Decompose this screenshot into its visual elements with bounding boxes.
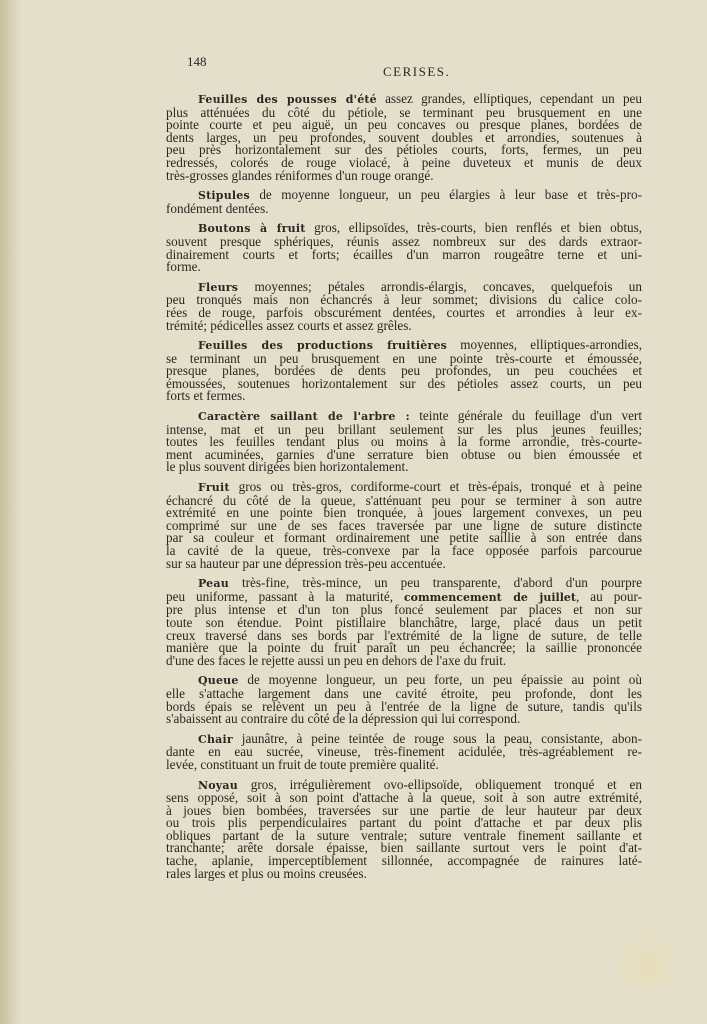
text-line: peu tronqués mais non échancrés à leur sommet; divisions du calice colo- <box>166 292 642 308</box>
text-line: creux traversé dans ses bords par l'extrémité de la ligne de suture, de telle <box>166 627 642 643</box>
paragraph-heading: Boutons à fruit <box>198 222 306 236</box>
text-line: émoussées, soutenues horizontalement sur des pétioles assez courts, un peu <box>166 375 642 391</box>
text-line: Feuilles des pousses d'été assez grandes, elliptiques, cependant un peu <box>198 91 642 106</box>
text-line: s'abaissent au contraire du côté de la dépression qui lui correspond. <box>166 711 521 727</box>
text-line: sens opposé, soit à son point d'attache à la queue, soit à son autre extrémité, <box>166 790 642 806</box>
running-title: CERISES. <box>383 64 451 79</box>
text-line: très-grosses glandes réniformes d'un rouge orangé. <box>166 167 434 183</box>
text-line: plus atténuées du côté du pétiole, se terminant peu brusquement en une <box>166 104 642 120</box>
text-line: Boutons à fruit gros, ellipsoïdes, très-courts, bien renflés et bien obtus, <box>198 220 643 236</box>
page-edge-shadow <box>0 0 22 1024</box>
paragraph-heading: Peau <box>198 577 229 591</box>
text-line: manière que la pointe du fruit paraît un peu échancrée; la saillie prononcée <box>166 640 642 656</box>
paragraph-heading: Queue <box>198 674 239 688</box>
text-line: Peau très-fine, très-mince, un peu transparente, d'abord d'un pourpre <box>198 575 642 591</box>
paragraph-heading: Caractère saillant de l'arbre : <box>198 410 410 424</box>
page-number: 148 <box>187 54 207 69</box>
text-line: presque planes, bordées de dents peu profondes, un peu couchées et <box>166 363 642 379</box>
paragraph-heading: Stipules <box>198 189 250 203</box>
text-line: rales larges et plus ou moins creusées. <box>166 865 367 881</box>
text-line: forts et fermes. <box>166 388 246 404</box>
text-line: dinairement courts et forts; écailles d'un marron rougeâtre terne et uni- <box>166 246 642 262</box>
text-line: ou trois plis perpendiculaires partant du point d'attache et par deux plis <box>166 815 642 831</box>
paragraph-heading: Feuilles des pousses d'été <box>198 93 377 106</box>
text-line: Stipules de moyenne longueur, un peu élargies à leur base et très-pro- <box>198 187 642 203</box>
text-line: Feuilles des productions fruitières moyennes, elliptiques-arrondies, <box>198 337 642 353</box>
text-line: elle s'attache largement dans une cavité étroite, peu profonde, dont les <box>166 685 642 701</box>
paragraph <box>166 577 642 667</box>
text-line: tranchante; arête dorsale épaisse, bien saillante surtout vers le point d'at- <box>166 840 642 856</box>
text-line: toutes les feuilles tendant plus ou moins à la forme arrondie, très-courte- <box>166 434 642 450</box>
text-line: Chair jaunâtre, à peine teintée de rouge sous la peau, consistante, abon- <box>198 730 642 746</box>
paragraph-heading: Fruit <box>198 481 230 495</box>
text-line: d'une des faces le rejette aussi un peu en dehors de l'axe du fruit. <box>166 652 507 668</box>
text-line: trémité; pédicelles assez courts et assez grêles. <box>166 317 412 333</box>
paragraph <box>166 222 642 273</box>
text-line: obliques partant de la suture ventrale; suture ventrale finement saillante et <box>166 827 642 843</box>
paragraph <box>166 481 642 570</box>
text-line: dante en eau sucrée, vineuse, très-finement acidulée, très-agréablement re- <box>166 744 642 760</box>
paragraph-heading: Chair <box>198 732 233 746</box>
text-line: pointe courte et peu aiguë, un peu concaves ou presque planes, bordées de <box>166 117 642 133</box>
text-line: se terminant un peu brusquement en une pointe très-courte et émoussée, <box>166 350 642 366</box>
text-line: échancré du côté de la queue, s'atténuant peu pour se terminer à son autre <box>166 492 642 508</box>
text-line: toute son étendue. Point pistillaire blanchâtre, large, placé daus un petit <box>166 614 642 630</box>
text-line: redressés, colorés de rouge violacé, à peine duveteux et munis de deux <box>166 154 642 170</box>
paragraph-heading: Noyau <box>198 778 238 792</box>
paragraph-heading: Fleurs <box>198 280 239 294</box>
text-line: forme. <box>166 259 201 275</box>
text-line: Caractère saillant de l'arbre : teinte générale du feuillage d'un vert <box>198 408 642 424</box>
text-line: levée, constituant un fruit de toute première qualité. <box>166 756 439 772</box>
text-line: tache, aplanie, imperceptiblement sillonnée, accompagnée de rainures laté- <box>166 853 642 869</box>
text-line: dents larges, un peu profondes, souvent doubles et arrondies, soutenues à <box>166 129 642 145</box>
text-line: bords épais se relèvent un peu à l'entrée de la ligne de suture, tandis qu'ils <box>166 698 642 714</box>
text-line: souvent presque sphériques, réunis assez nombreux sur des dards extraor- <box>166 233 642 249</box>
text-line: rées de rouge, parfois obscurément dentées, courtes et arrondies à leur ex- <box>166 304 642 320</box>
paragraph <box>166 776 642 881</box>
text-line: peu uniforme, passant à la maturité, commencement de juillet, au pour- <box>166 588 642 604</box>
text-line: Queue de moyenne longueur, un peu forte, un peu épaissie au point où <box>198 672 642 688</box>
paragraph <box>166 410 642 474</box>
paragraph <box>166 730 642 772</box>
text-line: ment acuminées, garnies d'une serrature bien obtuse ou bien émoussée et <box>166 446 642 462</box>
text-line: pre plus intense et d'un ton plus foncé seulement par places et non sur <box>166 602 642 618</box>
text-line: par sa couleur et formant ordinairement une petite saillie à son entrée dans <box>166 530 642 546</box>
paragraph <box>166 93 642 182</box>
scan-stain <box>605 928 690 990</box>
paragraph <box>166 674 642 725</box>
text-line: intense, mat et un peu brillant seulement sur les plus jeunes feuilles; <box>166 421 642 437</box>
page-body-text <box>166 93 642 887</box>
text-line: peu près horizontalement sur des pétioles courts, forts, fermes, un peu <box>166 142 642 158</box>
paragraph-heading: Feuilles des productions fruitières <box>198 339 448 353</box>
paragraph <box>166 339 642 403</box>
text-line: le plus souvent dirigées bien horizontalement. <box>166 459 409 475</box>
text-line: la cavité de la queue, très-convexe par la face opposée parfois parcourue <box>166 543 642 558</box>
paragraph <box>166 189 642 215</box>
text-line: Fleurs moyennes; pétales arrondis-élargis, concaves, quelquefois un <box>198 278 642 294</box>
text-line: Noyau gros, irrégulièrement ovo-ellipsoïde, obliquement tronqué et en <box>198 776 642 792</box>
text-line: fondément dentées. <box>166 200 269 216</box>
paragraph <box>166 278 642 333</box>
text-line: comprimé sur une de ses faces traversée par une ligne de suture distincte <box>166 517 642 533</box>
text-line: Fruit gros ou très-gros, cordiforme-court et très-épais, tronqué et à peine <box>198 479 642 495</box>
text-line: extrémité en une pointe bien tronquée, à joues largement convexes, un peu <box>166 505 642 521</box>
text-line: à joues bien bombées, traversées sur une partie de leur hauteur par deux <box>166 802 642 818</box>
emphasized-text: commencement de juillet <box>403 590 576 604</box>
text-line: sur sa hauteur par une dépression très-peu accentuée. <box>166 555 446 571</box>
